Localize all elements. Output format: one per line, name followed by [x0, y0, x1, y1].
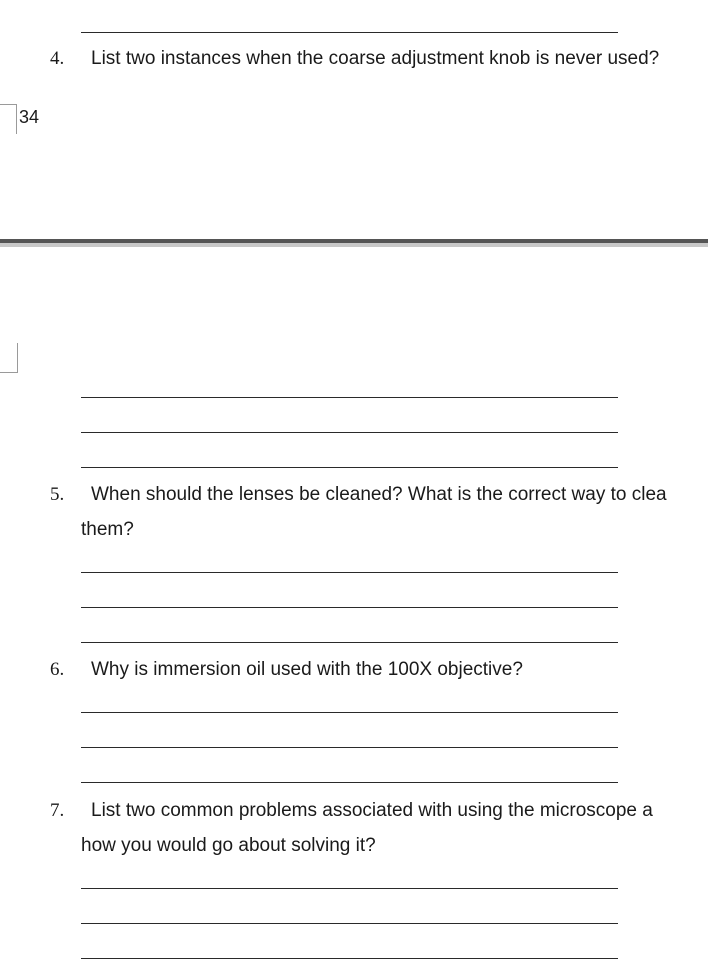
answer-line [81, 432, 618, 433]
question-5-text: When should the lenses be cleaned? What is the correct way to clea [91, 484, 667, 505]
answer-line [81, 572, 618, 573]
question-5-number: 5. [50, 484, 65, 505]
page-corner-mark [0, 343, 18, 373]
answer-line [81, 958, 618, 959]
question-6-number: 6. [50, 659, 65, 680]
answer-line [81, 712, 618, 713]
question-4-number: 4. [50, 48, 65, 69]
answer-line [81, 782, 618, 783]
question-6-text: Why is immersion oil used with the 100X objective? [91, 659, 523, 680]
page-corner-mark [0, 104, 17, 134]
answer-line [81, 397, 618, 398]
answer-line [81, 642, 618, 643]
answer-line [81, 747, 618, 748]
answer-line [81, 32, 618, 33]
answer-line [81, 888, 618, 889]
question-7-text: List two common problems associated with using the microscope a [91, 800, 653, 821]
question-7-number: 7. [50, 800, 65, 821]
answer-line [81, 923, 618, 924]
page-break-separator [0, 239, 708, 249]
answer-line [81, 607, 618, 608]
question-5-text-continued: them? [81, 519, 134, 540]
page-number: 34 [19, 107, 40, 127]
page-break-light-band [0, 243, 708, 247]
answer-line [81, 467, 618, 468]
question-4-text: List two instances when the coarse adjustment knob is never used? [91, 48, 660, 69]
question-7-text-continued: how you would go about solving it? [81, 835, 376, 856]
